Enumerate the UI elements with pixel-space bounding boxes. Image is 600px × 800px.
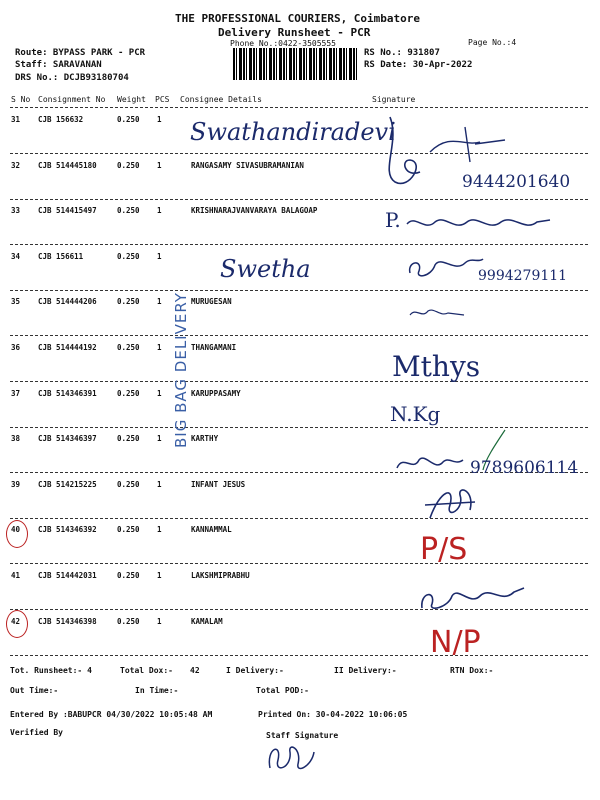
red-circle-mark-40	[6, 520, 28, 548]
row-consignment: CJB 514445180	[38, 161, 97, 170]
row-pcs: 1	[157, 161, 162, 170]
col-pcs: PCS	[155, 95, 170, 104]
row-divider	[10, 335, 588, 336]
handwritten-phone-34: 9994279111	[478, 268, 568, 284]
row-sno: 42	[11, 617, 21, 626]
signature-scribble-39	[420, 480, 480, 525]
col-sno: S No	[11, 95, 31, 104]
row-sno: 38	[11, 434, 21, 443]
row-consignment: CJB 156632	[38, 115, 84, 124]
verified-by: Verified By	[10, 728, 63, 737]
signature-scribble-35	[408, 305, 468, 321]
row-consignee: KANNAMMAL	[191, 525, 232, 534]
row-consignment: CJB 514346398	[38, 617, 97, 626]
row-consignee: KARUPPASAMY	[191, 389, 241, 398]
staff-signature-label: Staff Signature	[266, 731, 339, 740]
company-title: THE PROFESSIONAL COURIERS, Coimbatore	[175, 12, 421, 25]
row-pcs: 1	[157, 343, 162, 352]
row-weight: 0.250	[117, 389, 140, 398]
row-consignee: INFANT JESUS	[191, 480, 246, 489]
row-weight: 0.250	[117, 252, 140, 261]
row-pcs: 1	[157, 297, 162, 306]
staff-signature-scribble	[262, 738, 322, 778]
row-consignment: CJB 514444206	[38, 297, 97, 306]
col-consignment: Consignment No	[38, 95, 106, 104]
row-weight: 0.250	[117, 297, 140, 306]
row-weight: 0.250	[117, 343, 140, 352]
handwritten-sig-37: N.Kg	[390, 402, 441, 426]
rs-date: RS Date: 30-Apr-2022	[364, 60, 473, 70]
rs-number: RS No.: 931807	[364, 48, 440, 58]
handwritten-phone-38: 9789606114	[470, 458, 579, 478]
rtn-dox: RTN Dox:-	[450, 666, 494, 675]
printed-on: Printed On: 30-04-2022 10:06:05	[258, 710, 408, 719]
row-pcs: 1	[157, 571, 162, 580]
row-weight: 0.250	[117, 571, 140, 580]
row-weight: 0.250	[117, 206, 140, 215]
handwritten-mark-42: N/P	[430, 625, 481, 660]
tot-runsheet: Tot. Runsheet:- 4	[10, 666, 92, 675]
i-delivery: I Delivery:-	[226, 666, 284, 675]
row-pcs: 1	[157, 617, 162, 626]
big-bag-delivery-stamp: BIG BAG DELIVERY	[172, 292, 190, 448]
handwritten-name-34: Swetha	[220, 255, 311, 283]
row-divider	[10, 381, 588, 382]
in-time: In Time:-	[135, 686, 179, 695]
row-pcs: 1	[157, 480, 162, 489]
row-weight: 0.250	[117, 115, 140, 124]
row-divider	[10, 655, 588, 656]
row-divider	[10, 244, 588, 245]
row-consignee: THANGAMANI	[191, 343, 237, 352]
row-sno: 31	[11, 115, 21, 124]
row-consignment: CJB 514215225	[38, 480, 97, 489]
header-divider	[10, 107, 588, 108]
row-consignment: CJB 514444192	[38, 343, 97, 352]
barcode	[233, 48, 359, 80]
handwritten-mark-40: P/S	[420, 532, 468, 567]
row-pcs: 1	[157, 252, 162, 261]
col-consignee: Consignee Details	[180, 95, 262, 104]
total-pod: Total POD:-	[256, 686, 309, 695]
handwritten-name-31: Swathandiradevi	[190, 118, 396, 146]
row-consignment: CJB 514415497	[38, 206, 97, 215]
row-pcs: 1	[157, 206, 162, 215]
total-dox-label: Total Dox:-	[120, 666, 173, 675]
handwritten-sig-36: Mthys	[392, 350, 481, 383]
signature-scribble-34	[405, 253, 485, 281]
row-pcs: 1	[157, 389, 162, 398]
entered-by: Entered By :BABUPCR 04/30/2022 10:05:48 AM	[10, 710, 213, 719]
staff-name: Staff: SARAVANAN	[15, 60, 102, 70]
row-consignment: CJB 514442031	[38, 571, 97, 580]
row-divider	[10, 199, 588, 200]
row-consignment: CJB 514346392	[38, 525, 97, 534]
drs-number: DRS No.: DCJB93180704	[15, 73, 129, 83]
row-consignment: CJB 514346397	[38, 434, 97, 443]
row-pcs: 1	[157, 525, 162, 534]
out-time: Out Time:-	[10, 686, 59, 695]
signature-scribble-41	[418, 582, 528, 616]
row-consignee: KRISHNARAJVANVARAYA BALAGOAP	[191, 206, 318, 215]
row-sno: 41	[11, 571, 21, 580]
row-consignment: CJB 514346391	[38, 389, 97, 398]
total-dox-value: 42	[190, 666, 200, 675]
row-pcs: 1	[157, 434, 162, 443]
ii-delivery: II Delivery:-	[334, 666, 397, 675]
handwritten-sig-33: P.	[385, 208, 401, 232]
route: Route: BYPASS PARK - PCR	[15, 48, 146, 58]
row-divider	[10, 563, 588, 564]
row-sno: 36	[11, 343, 21, 352]
row-weight: 0.250	[117, 525, 140, 534]
row-consignee: MURUGESAN	[191, 297, 232, 306]
row-divider	[10, 290, 588, 291]
row-sno: 37	[11, 389, 21, 398]
phone-number: Phone No.:0422-3505555	[230, 39, 336, 48]
row-consignment: CJB 156611	[38, 252, 84, 261]
row-weight: 0.250	[117, 161, 140, 170]
row-consignee: KAMALAM	[191, 617, 223, 626]
col-weight: Weight	[117, 95, 146, 104]
row-sno: 32	[11, 161, 21, 170]
signature-scribble-38	[395, 450, 465, 478]
row-weight: 0.250	[117, 480, 140, 489]
row-weight: 0.250	[117, 617, 140, 626]
row-pcs: 1	[157, 115, 162, 124]
row-consignee: LAKSHMIPRABHU	[191, 571, 250, 580]
page-number: Page No.:4	[468, 38, 517, 47]
row-consignee: KARTHY	[191, 434, 219, 443]
row-consignee: RANGASAMY SIVASUBRAMANIAN	[191, 161, 304, 170]
row-sno: 33	[11, 206, 21, 215]
signature-scribble-33	[405, 210, 555, 236]
row-divider	[10, 518, 588, 519]
row-sno: 39	[11, 480, 21, 489]
row-sno: 40	[11, 525, 21, 534]
col-signature: Signature	[372, 95, 416, 104]
row-weight: 0.250	[117, 434, 140, 443]
row-sno: 35	[11, 297, 21, 306]
red-circle-mark-42	[6, 610, 28, 638]
row-sno: 34	[11, 252, 21, 261]
runsheet-subtitle: Delivery Runsheet - PCR	[218, 26, 371, 39]
handwritten-phone-32: 9444201640	[462, 172, 571, 192]
